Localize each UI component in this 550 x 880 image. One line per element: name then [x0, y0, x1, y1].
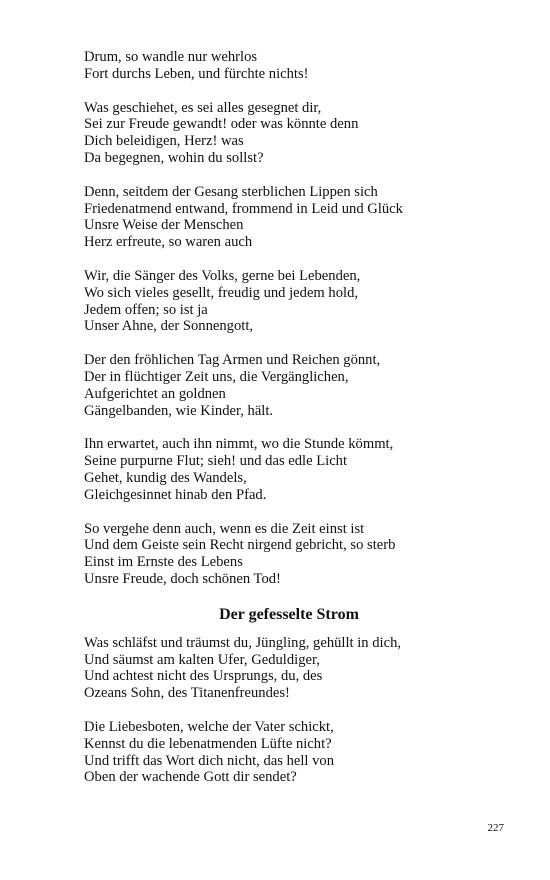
- verse-line: Drum, so wandle nur wehrlos: [84, 49, 258, 65]
- poem1-stanza-3: [84, 184, 524, 251]
- page-number: 227: [487, 822, 504, 834]
- poem2-stanza-2: [84, 719, 524, 786]
- poem1-stanza-5: [84, 352, 524, 419]
- verse-line: Sei zur Freude gewandt! oder was könnte denn: [84, 116, 359, 133]
- verse-line: Herz erfreute, so waren auch: [84, 234, 253, 251]
- verse-line: Gängelbanden, wie Kinder, hält.: [84, 402, 274, 419]
- verse-line: Dich beleidigen, Herz! was: [84, 133, 244, 150]
- verse-line: Unsre Freude, doch schönen Tod!: [84, 570, 281, 587]
- verse-line: Was geschiehet, es sei alles gesegnet dir,: [84, 99, 322, 116]
- verse-line: Friedenatmend entwand, frommend in Leid und Glück: [84, 200, 403, 217]
- verse-line: Ozeans Sohn, des Titanenfreundes!: [84, 685, 290, 702]
- poem1-stanza-2: [84, 100, 524, 167]
- verse-line: Oben der wachende Gott dir sendet?: [84, 769, 297, 786]
- poem1-stanza-4: [84, 268, 524, 335]
- poem-title: Der gefesselte Strom: [219, 605, 359, 623]
- verse-line: Die Liebesboten, welche der Vater schickt,: [84, 718, 334, 735]
- verse-line: Seine purpurne Flut; sieh! und das edle Licht: [84, 453, 348, 470]
- poem1-stanza-7: [84, 521, 524, 588]
- verse-line: Jedem offen; so ist ja: [84, 301, 208, 318]
- poem1-stanza-1: [84, 49, 524, 83]
- poem2-stanza-1: [84, 635, 524, 702]
- verse-line: Und achtest nicht des Ursprungs, du, des: [84, 668, 323, 685]
- verse-line: Und säumst am kalten Ufer, Geduldiger,: [84, 651, 320, 668]
- verse-line: Der den fröhlichen Tag Armen und Reichen gönnt,: [84, 352, 381, 369]
- verse-line: Denn, seitdem der Gesang sterblichen Lippen sich: [84, 183, 378, 200]
- verse-line: Was schläfst und träumst du, Jüngling, gehüllt in dich,: [84, 634, 402, 651]
- verse-line: Kennst du die lebenatmenden Lüfte nicht?: [84, 735, 332, 752]
- page-body: [84, 49, 524, 803]
- poem1-stanza-6: [84, 436, 524, 503]
- verse-line: So vergehe denn auch, wenn es die Zeit einst ist: [84, 520, 365, 537]
- verse-line: Da begegnen, wohin du sollst?: [84, 149, 264, 166]
- verse-line: Wo sich vieles gesellt, freudig und jedem hold,: [84, 284, 359, 301]
- verse-line: Einst im Ernste des Lebens: [84, 554, 243, 571]
- verse-line: Gleichgesinnet hinab den Pfad.: [84, 486, 267, 503]
- verse-line: Und trifft das Wort dich nicht, das hell von: [84, 752, 334, 769]
- verse-line: Unser Ahne, der Sonnengott,: [84, 318, 254, 335]
- verse-line: Ihn erwartet, auch ihn nimmt, wo die Stunde kömmt,: [84, 436, 394, 453]
- verse-line: Unsre Weise der Menschen: [84, 217, 244, 234]
- verse-line: Wir, die Sänger des Volks, gerne bei Lebenden,: [84, 267, 361, 284]
- verse-line: Und dem Geiste sein Recht nirgend gebricht, so sterb: [84, 537, 396, 554]
- verse-line: Aufgerichtet an goldnen: [84, 385, 226, 402]
- verse-line: Fort durchs Leben, und fürchte nichts!: [84, 65, 309, 82]
- verse-line: Gehet, kundig des Wandels,: [84, 469, 247, 486]
- verse-line: Der in flüchtiger Zeit uns, die Vergänglichen,: [84, 368, 349, 385]
